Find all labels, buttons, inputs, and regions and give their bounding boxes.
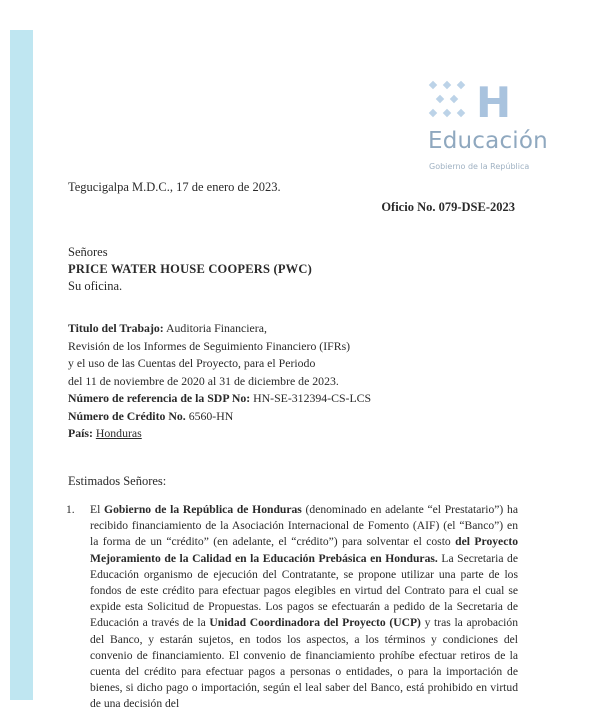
country-line bbox=[68, 425, 528, 443]
para-text-2: (denominado en adelante “el Prestatario”) ha recibido financiamiento de la Asociación Internacional de Fomento (AIF) (el “Banco”) en la forma de un “crédito” (en adelante, el “crédito”) para solventar el costo bbox=[90, 503, 518, 549]
credit-value: 6560-HN bbox=[188, 408, 234, 423]
project-line-4: del 11 de noviembre de 2020 al 31 de diciembre de 2023. bbox=[68, 373, 339, 388]
logo-letter: H bbox=[476, 80, 512, 120]
reference-label: Número de referencia de la SDP No: bbox=[68, 391, 251, 405]
salutation: Señores bbox=[68, 245, 108, 259]
greeting: Estimados Señores: bbox=[68, 474, 167, 488]
paragraph-number: 1. bbox=[66, 503, 75, 516]
reference-value: HN-SE-312394-CS-LCS bbox=[253, 391, 372, 405]
para-bold-ucp: Unidad Coordinadora del Proyecto (UCP) bbox=[209, 616, 421, 630]
logo-mark-icon bbox=[428, 80, 518, 120]
para-bold-government: Gobierno de la República de Honduras bbox=[104, 503, 302, 516]
reference-line bbox=[68, 390, 528, 408]
project-details bbox=[68, 320, 528, 443]
paragraph-body bbox=[90, 502, 518, 713]
reference-number: Oficio No. 079-DSE-2023 bbox=[381, 200, 515, 214]
place-date: Tegucigalpa M.D.C., 17 de enero de 2023. bbox=[68, 180, 281, 194]
credit-line bbox=[68, 408, 528, 426]
company-name: PRICE WATER HOUSE COOPERS (PWC) bbox=[68, 262, 312, 276]
country-label: País: bbox=[68, 426, 93, 440]
project-title-line bbox=[68, 320, 528, 338]
project-title-value: Auditoria Financiera, bbox=[166, 321, 267, 335]
left-color-bar bbox=[10, 30, 33, 700]
project-line-2: Revisión de los Informes de Seguimiento Financiero (IFRs) bbox=[68, 338, 351, 353]
para-text-1: El bbox=[90, 503, 101, 516]
education-logo bbox=[428, 80, 568, 180]
paragraph-1 bbox=[66, 502, 518, 713]
project-line-3: y el uso de las Cuentas del Proyecto, para el Periodo bbox=[68, 356, 316, 370]
credit-label: Número de Crédito No. bbox=[68, 408, 186, 423]
country-value: Honduras bbox=[95, 426, 142, 440]
office-line: Su oficina. bbox=[68, 279, 123, 293]
para-text-3: La Secretaria de Educación organismo de ejecución del Contratante, se propone utilizar una parte de los fondos de este crédito para efectuar pagos elegibles en virtud del Contrato para el cual se expide esta Solicitud de Propuestas. Los pagos se efectuarán a pedido de la Secretaria de Educación a través de la bbox=[90, 551, 518, 630]
addressee-block bbox=[68, 244, 312, 295]
logo-wordmark: Educación bbox=[428, 128, 548, 154]
logo-subtitle: Gobierno de la República bbox=[429, 162, 530, 171]
para-text-4: y tras la aprobación del Banco, y estarán sujetos, en todos los aspectos, a los términos y condiciones del convenio de financiamiento. El convenio de financiamiento prohíbe efectuar retiros de la cuenta del crédito para efectuar pagos a personas o entidades, o para la importación de bienes, si dicho pago o importación, según el leal saber del Banco, está prohibido en virtud de una decisión del bbox=[90, 616, 518, 711]
project-title-label: Titulo del Trabajo: bbox=[68, 321, 164, 335]
para-bold-project: del Proyecto Mejoramiento de la Calidad en la Educación Prebásica en Honduras. bbox=[90, 535, 518, 565]
